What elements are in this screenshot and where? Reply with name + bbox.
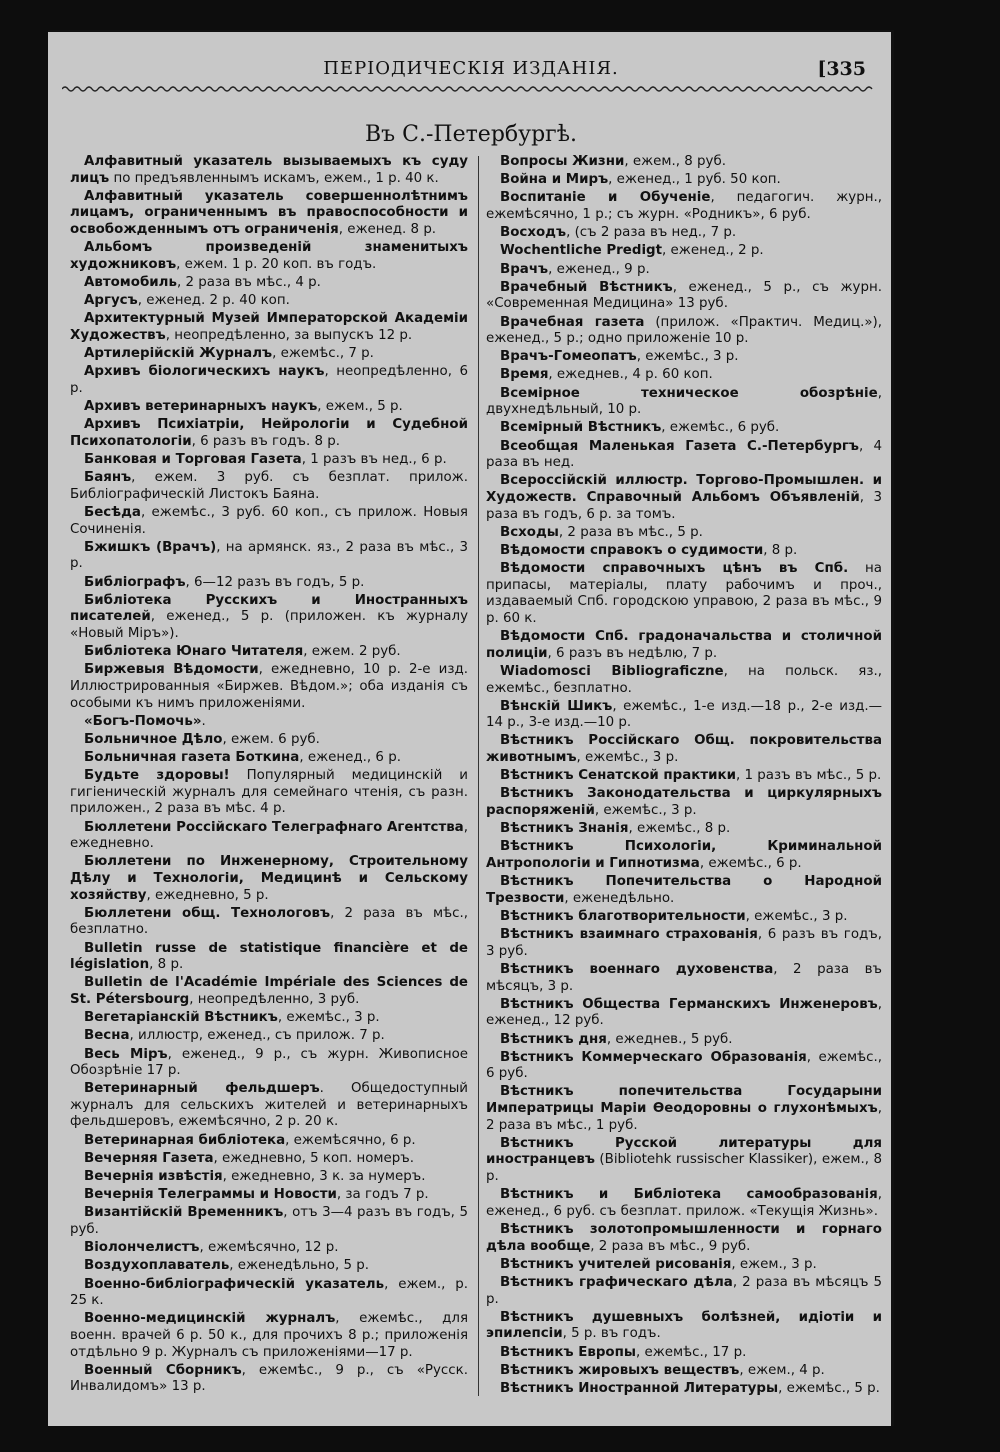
publication-details: , еженед., 6 руб. съ безплат. прилож. «Текущія Жизнь».: [486, 1187, 882, 1219]
publication-title: Византійскій Временникъ: [84, 1205, 284, 1221]
publication-entry: [486, 1381, 882, 1398]
publication-details: , ежем., 3 р.: [731, 1256, 817, 1272]
publication-title: Вѣстникъ Россійскаго Общ. покровительства животнымъ: [486, 733, 882, 766]
publication-details: , ежем. 6 руб.: [222, 731, 320, 747]
publication-entry: [486, 439, 882, 472]
publication-title: Вѣдомости справокъ о судимости: [500, 542, 764, 558]
publication-title: Вѣстникъ Сенатской практики: [500, 768, 737, 784]
left-column: [70, 154, 468, 1398]
publication-title: Вѣстникъ Русской литературы для иностранцевъ: [486, 1135, 882, 1168]
publication-entry: [70, 854, 468, 904]
publication-title: Архивъ біологическихъ наукъ: [84, 364, 325, 380]
publication-details: , 2 раза въ мѣс., 5 р.: [558, 524, 703, 540]
publication-entry: [486, 1032, 882, 1049]
publication-entry: [486, 1345, 882, 1362]
publication-details: , (съ 2 раза въ нед., 7 р.: [566, 225, 737, 241]
publication-details: , ежедневно, 3 к. за нумеръ.: [222, 1169, 426, 1185]
publication-entry: [70, 505, 468, 538]
publication-title: Артилерійскій Журналъ: [84, 346, 273, 362]
publication-title: Время: [500, 367, 549, 383]
publication-entry: [486, 225, 882, 242]
publication-entry: [70, 346, 468, 363]
publication-title: Вѣстникъ Иностранной Литературы: [500, 1380, 779, 1396]
publication-entry: [70, 293, 468, 310]
publication-details: на припасы, матеріалы, плату рабочимъ и проч., издаваемый Спб. городскою управою, 2 раза въ мѣс., 9 р. 60 к.: [486, 561, 882, 626]
publication-details: , 8 р.: [149, 957, 184, 973]
publication-entry: [486, 543, 882, 560]
publication-details: по предъявленнымъ искамъ, ежем., 1 р. 40 к.: [109, 170, 439, 186]
publication-title: Бюллетени по Инженерному, Строительному Дѣлу и Технологіи, Медицинѣ и Сельскому хозяйству: [70, 854, 468, 903]
publication-entry: [486, 154, 882, 171]
publication-entry: [70, 540, 468, 573]
publication-entry: [486, 909, 882, 926]
publication-title: Биржевыя Вѣдомости: [84, 662, 259, 678]
publication-entry: [70, 240, 468, 273]
publication-title: Будьте здоровы!: [84, 768, 230, 784]
publication-title: Военно-библіографическій указатель: [84, 1276, 385, 1292]
publication-title: Бюллетени общ. Технологовъ: [84, 905, 331, 921]
publication-title: «Богъ-Помочь»: [84, 713, 202, 729]
publication-title: Врачъ-Гомеопатъ: [500, 349, 637, 365]
publication-details: , еженед., 9 р., съ журн. Живописное Обозрѣніе 17 р.: [70, 1046, 469, 1079]
publication-title: Вѣстникъ золотопромышленности и горнаго дѣла вообще: [486, 1222, 882, 1254]
publication-title: Вѣстникъ Знанія: [500, 821, 629, 837]
publication-entry: [70, 575, 468, 592]
publication-title: Вегетаріанскій Вѣстникъ: [84, 1010, 278, 1026]
publication-entry: [70, 1258, 468, 1275]
publication-entry: [70, 452, 468, 469]
publication-details: , 1 разъ въ мѣс., 5 р.: [736, 768, 882, 784]
publication-title: Весь Міръ: [84, 1046, 168, 1062]
publication-entry: [486, 1363, 882, 1380]
publication-details: , ежем. 1 р. 20 коп. въ годъ.: [176, 256, 377, 272]
publication-entry: [486, 349, 882, 366]
publication-entry: [70, 750, 468, 767]
publication-details: .: [201, 713, 206, 729]
publication-title: Баянъ: [84, 470, 132, 486]
publication-entry: [70, 1028, 468, 1045]
publication-details: , 2 раза въ мѣс., 1 руб.: [486, 1101, 882, 1133]
publication-entry: [486, 768, 882, 785]
publication-title: Больничное Дѣло: [84, 731, 223, 747]
publication-details: (Bibliotehk russischer Klassiker), ежем., 8 р.: [486, 1152, 882, 1185]
publication-title: Врачъ: [500, 261, 549, 277]
publication-entry: [70, 732, 468, 749]
publication-entry: [70, 593, 468, 643]
publication-details: , ежемѣсячно, 6 р.: [285, 1132, 416, 1148]
publication-title: Больничная газета Боткина: [84, 750, 300, 766]
publication-title: Вечернія извѣстія: [84, 1169, 223, 1185]
publication-entry: [70, 1187, 468, 1204]
publication-title: Архивъ ветеринарныхъ наукъ: [84, 399, 318, 415]
publication-entry: [486, 367, 882, 384]
publication-entry: [70, 1133, 468, 1150]
publication-details: , 6 разъ въ недѣлю, 7 р.: [547, 645, 718, 661]
publication-details: , ежем., 4 р.: [739, 1362, 825, 1378]
publication-details: , 3 раза въ годъ, 6 р. за томъ.: [486, 490, 882, 522]
publication-title: Вѣстникъ Психологіи, Криминальной Антропологіи и Гипнотизма: [486, 839, 882, 871]
publication-entry: [486, 839, 882, 872]
right-border: [891, 30, 894, 1426]
publication-details: , ежедневно, 10 р. 2-е изд. Иллюстрированныя «Биржев. Вѣдом.»; оба изданія съ особыми къ нимъ приложеніями.: [70, 662, 468, 711]
publication-entry: [70, 311, 468, 344]
publication-details: , еженед., 5 р. (приложен. къ журналу «Новый Міръ»).: [70, 609, 468, 641]
publication-entry: [486, 821, 882, 838]
publication-title: Весна: [84, 1028, 130, 1044]
publication-title: Военно-медицинскій журналъ: [84, 1311, 336, 1327]
publication-title: Алфавитный указатель вызываемыхъ къ суду лицъ: [70, 154, 468, 186]
publication-entry: [486, 1275, 882, 1308]
publication-title: Ветеринарная библіотека: [84, 1132, 286, 1148]
publication-details: (прилож. «Практич. Медиц.»), еженед., 5 р.; одно приложеніе 10 р.: [486, 314, 882, 347]
publication-entry: [70, 364, 468, 397]
publication-entry: [486, 315, 882, 348]
publication-entry: [70, 1151, 468, 1168]
publication-details: , на армянск. яз., 2 раза въ мѣс., 3 р.: [70, 539, 468, 572]
publication-details: , 1 разъ въ нед., 6 р.: [301, 452, 447, 468]
publication-details: , 6 разъ въ годъ. 8 р.: [191, 433, 341, 449]
publication-title: Воздухоплаватель: [84, 1258, 230, 1274]
publication-title: Бжишкъ (Врачъ): [84, 539, 217, 555]
publication-details: . Общедоступный журналъ для сельскихъ жителей и ветеринарныхъ фельдшеровъ, ежемѣсячно, 2 р. 20 к.: [70, 1081, 468, 1130]
publication-details: , еженед., 2 р.: [662, 243, 764, 259]
publication-title: Вѣстникъ взаимнаго страхованія: [500, 927, 758, 943]
publication-entry: [486, 1187, 882, 1220]
publication-title: Алфавитный указатель совершеннолѣтнимъ лицамъ, ограниченнымъ въ правоспособности и освобожденнымъ отъ ограниченія: [70, 188, 468, 237]
publication-details: , ежемѣс., 3 р.: [745, 908, 848, 924]
publication-entry: [70, 906, 468, 939]
publication-entry: [70, 1363, 468, 1396]
publication-title: Бюллетени Россійскаго Телеграфнаго Агентства: [84, 819, 464, 835]
section-heading: Въ С.-Петербургѣ.: [365, 122, 577, 147]
publication-details: , ежедневно, 5 коп. номеръ.: [213, 1150, 414, 1166]
publication-title: Віолончелистъ: [84, 1240, 200, 1256]
publication-details: , еженедѣльно, 5 р.: [229, 1258, 370, 1274]
publication-details: , ежемѣс., 17 р.: [635, 1344, 747, 1360]
publication-details: , 5 р. въ годъ.: [562, 1326, 661, 1342]
publication-details: , двухнедѣльный, 10 р.: [486, 385, 882, 418]
publication-entry: [486, 1257, 882, 1274]
publication-details: , 4 раза въ нед.: [486, 438, 882, 471]
publication-details: , ежемѣс., 6 руб.: [661, 420, 780, 436]
publication-entry: [70, 399, 468, 416]
publication-details: , отъ 3—4 разъ въ годъ, 5 руб.: [70, 1205, 468, 1237]
publication-title: Вѣстникъ Законодательства и циркулярныхъ распоряженій: [486, 786, 882, 819]
column-divider: [478, 156, 479, 1396]
publication-entry: [70, 644, 468, 661]
publication-title: Всеобщая Маленькая Газета С.-Петербургъ: [500, 438, 859, 454]
publication-entry: [70, 1047, 468, 1080]
publication-entry: [486, 629, 882, 662]
publication-title: Bulletin russe de statistique financière et de législation: [70, 940, 468, 973]
publication-title: Военный Сборникъ: [84, 1362, 242, 1378]
publication-title: Вѣстникъ Общества Германскихъ Инженеровъ: [500, 996, 878, 1012]
publication-entry: [486, 243, 882, 260]
publication-details: , неопредѣленно, за выпускъ 12 р.: [165, 327, 413, 343]
publication-entry: [486, 190, 882, 223]
publication-title: Врачебная газета: [500, 314, 645, 330]
top-border: [48, 30, 894, 32]
publication-entry: [486, 874, 882, 907]
publication-details: , ежемѣс., 6 руб.: [486, 1049, 883, 1082]
publication-details: , ежемѣс., 1-е изд.—18 р., 2-е изд.—14 р., 3-е изд.—10 р.: [486, 698, 882, 731]
publication-title: Библіографъ: [84, 574, 186, 590]
publication-details: , ежем. 2 руб.: [303, 644, 401, 660]
publication-details: , ежемѣс., 3 р.: [636, 349, 739, 365]
publication-entry: [70, 1010, 468, 1027]
publication-title: Вѣстникъ графическаго дѣла: [500, 1274, 733, 1290]
publication-title: Вѣстникъ и Библіотека самообразованія: [500, 1187, 878, 1203]
publication-entry: [486, 262, 882, 279]
publication-title: Вѣстникъ учителей рисованія: [500, 1256, 732, 1272]
publication-entry: [70, 941, 468, 974]
publication-title: Всемірный Вѣстникъ: [500, 420, 662, 436]
publication-entry: [486, 664, 882, 697]
publication-entry: [486, 962, 882, 995]
publication-entry: [70, 1277, 468, 1310]
publication-title: Архивъ Психіатріи, Нейрологіи и Судебной Психопатологіи: [70, 417, 468, 449]
publication-entry: [70, 662, 468, 712]
publication-title: Вѣдомости справочныхъ цѣнъ въ Спб.: [500, 561, 849, 577]
publication-details: , ежем., р. 25 к.: [70, 1276, 468, 1309]
publication-title: Ветеринарный фельдшеръ: [84, 1081, 320, 1097]
publication-details: , ежедневно.: [70, 819, 468, 852]
publication-title: Война и Миръ: [500, 172, 609, 188]
page-number: [335: [817, 58, 866, 80]
publication-entry: [486, 280, 882, 313]
publication-title: Вѣстникъ военнаго духовенства: [500, 961, 774, 977]
publication-details: , еженедѣльно.: [564, 890, 675, 906]
publication-details: , ежемѣс., 9 р., съ «Русск. Инвалидомъ» 13 р.: [70, 1362, 468, 1395]
publication-details: , 2 раза въ мѣс., безплатно.: [70, 905, 468, 938]
publication-details: , педагогич. журн., ежемѣсячно, 1 р.; съ журн. «Родникъ», 6 руб.: [486, 190, 882, 222]
publication-details: , еженед., 6 р.: [299, 750, 401, 766]
publication-details: , ежеднев., 4 р. 60 коп.: [548, 367, 713, 383]
publication-details: , ежемѣс., 3 р.: [576, 750, 679, 766]
publication-entry: [486, 786, 882, 819]
publication-details: , за годъ 7 р.: [336, 1187, 429, 1203]
publication-entry: [70, 275, 468, 292]
publication-details: , 2 раза въ мѣсяцъ, 3 р.: [486, 961, 882, 994]
publication-entry: [486, 561, 882, 627]
publication-entry: [70, 768, 468, 818]
publication-title: Всероссійскій иллюстр. Торгово-Промышлен. и Художеств. Справочный Альбомъ Объявленій: [486, 473, 882, 505]
publication-title: Архитектурный Музей Императорской Академіи Художествъ: [70, 311, 468, 343]
publication-entry: [70, 154, 468, 187]
publication-entry: [70, 417, 468, 450]
publication-details: , ежемѣс., 3 руб. 60 коп., съ прилож. Новыя Сочиненія.: [70, 505, 468, 537]
publication-entry: [70, 714, 468, 731]
publication-details: , ежемѣс., 3 р.: [277, 1010, 380, 1026]
publication-entry: [70, 820, 468, 853]
publication-title: Вѣстникъ жировыхъ веществъ: [500, 1362, 740, 1378]
publication-title: Вечернія Телеграммы и Новости: [84, 1187, 337, 1203]
wavy-rule-divider: [62, 84, 876, 94]
publication-title: Вѣстникъ дня: [500, 1031, 607, 1047]
publication-entry: [486, 473, 882, 523]
publication-title: Вѣстникъ благотворительности: [500, 908, 746, 924]
publication-entry: [486, 699, 882, 732]
publication-title: Библіотека Юнаго Читателя: [84, 644, 304, 660]
publication-title: Бесѣда: [84, 505, 141, 520]
publication-details: , 6—12 разъ въ годъ, 5 р.: [185, 574, 365, 590]
publication-details: , 2 раза въ мѣс., 9 руб.: [590, 1238, 751, 1254]
publication-details: , еженед. 2 р. 40 коп.: [137, 293, 290, 309]
publication-details: , ежем., 8 руб.: [624, 154, 726, 169]
publication-details: , ежемѣс., 6 р.: [699, 856, 802, 871]
publication-entry: [70, 975, 468, 1008]
publication-title: Вѣстникъ душевныхъ болѣзней, идіотіи и эпилепсіи: [486, 1309, 882, 1342]
publication-entry: [486, 997, 882, 1030]
publication-details: , ежем., 5 р.: [317, 399, 403, 415]
publication-details: , еженед., 12 руб.: [486, 996, 882, 1029]
publication-entry: [70, 1169, 468, 1186]
publication-title: Вѣнскій Шикъ: [500, 698, 613, 714]
publication-title: Вѣстникъ Европы: [500, 1344, 636, 1360]
publication-title: Вѣстникъ попечительства Государыни Императрицы Маріи Ѳеодоровны о глухонѣмыхъ: [486, 1084, 882, 1117]
publication-details: , 2 раза въ мѣсяцъ 5 р.: [486, 1274, 882, 1307]
publication-entry: [486, 172, 882, 189]
publication-title: Wiadomosci Bibliograficzne: [500, 663, 724, 679]
publication-details: , неопредѣленно, 6 р.: [70, 364, 469, 396]
publication-entry: [486, 1050, 882, 1083]
publication-title: Восходъ: [500, 225, 567, 241]
publication-entry: [70, 1205, 468, 1238]
publication-details: , еженед. 8 р.: [338, 221, 437, 237]
publication-title: Всходы: [500, 524, 559, 540]
right-column: [486, 154, 882, 1399]
publication-details: Популярный медицинскій и гигіеническій журналъ для семейнаго чтенія, съ разн. приложен., 2 раза въ мѣс. 4 р.: [70, 768, 468, 817]
publication-entry: [70, 1311, 468, 1361]
publication-title: Автомобиль: [84, 274, 177, 290]
publication-details: , 6 разъ въ годъ, 3 руб.: [486, 927, 882, 959]
publication-details: , ежемѣс., 7 р.: [272, 346, 374, 362]
publication-entry: [70, 1081, 468, 1131]
publication-details: , ежемѣсячно, 12 р.: [199, 1240, 339, 1256]
publication-entry: [486, 525, 882, 542]
publication-entry: [486, 733, 882, 766]
publication-details: , ежем. 3 руб. съ безплат. прилож. Библіографическій Листокъ Баяна.: [70, 470, 468, 502]
publication-details: , неопредѣленно, 3 руб.: [189, 991, 360, 1007]
publication-details: , ежемѣс., для военн. врачей 6 р. 50 к., для прочихъ 8 р.; приложенія отдѣльно 9 р. Журналъ съ приложеніями—17 р.: [70, 1311, 468, 1360]
publication-details: , еженед., 5 р., съ журн. «Современная Медицина» 13 руб.: [486, 279, 882, 312]
publication-title: Альбомъ произведеній знаменитыхъ художниковъ: [70, 240, 468, 272]
publication-details: , 2 раза въ мѣс., 4 р.: [176, 274, 321, 290]
publication-details: , ежемѣс., 8 р.: [628, 821, 731, 837]
publication-entry: [486, 1310, 882, 1343]
document-page: [48, 30, 894, 1426]
publication-entry: [70, 470, 468, 503]
publication-entry: [486, 420, 882, 437]
publication-title: Bulletin de l'Académie Impériale des Sciences de St. Pétersbourg: [70, 975, 468, 1007]
publication-entry: [70, 1240, 468, 1257]
publication-title: Врачебный Вѣстникъ: [500, 279, 673, 295]
publication-details: , еженед., 1 руб. 50 коп.: [608, 172, 781, 188]
publication-title: Аргусъ: [84, 293, 138, 309]
publication-entry: [486, 1136, 882, 1186]
publication-details: , ежедневно, 5 р.: [146, 887, 269, 903]
publication-entry: [486, 1084, 882, 1134]
publication-title: Банковая и Торговая Газета: [84, 452, 302, 468]
running-title: ПЕРІОДИЧЕСКІЯ ИЗДАНІЯ.: [323, 58, 619, 79]
publication-title: Вѣдомости Спб. градоначальства и столичной полиціи: [486, 629, 882, 661]
publication-details: , ежемѣс., 3 р.: [594, 803, 697, 819]
publication-details: , на польск. яз., ежемѣс., безплатно.: [486, 663, 882, 696]
publication-details: , ежемѣс., 5 р.: [778, 1380, 880, 1396]
publication-details: , иллюстр, еженед., съ прилож. 7 р.: [129, 1028, 385, 1044]
publication-title: Воспитаніе и Обученіе: [500, 190, 711, 206]
publication-title: Библіотека Русскихъ и Иностранныхъ писателей: [70, 592, 468, 625]
publication-details: , ежеднев., 5 руб.: [606, 1031, 733, 1047]
publication-entry: [486, 927, 882, 960]
publication-entry: [70, 189, 468, 239]
publication-details: , 8 р.: [763, 542, 798, 558]
publication-title: Вѣстникъ Попечительства о Народной Трезвости: [486, 874, 882, 906]
publication-details: , еженед., 9 р.: [548, 261, 650, 277]
publication-title: Всемірное техническое обозрѣніе: [500, 385, 878, 401]
publication-title: Вѣстникъ Коммерческаго Образованія: [500, 1049, 807, 1065]
publication-entry: [486, 1222, 882, 1255]
publication-title: Вопросы Жизни: [500, 154, 625, 169]
publication-title: Вечерняя Газета: [84, 1150, 214, 1166]
publication-entry: [486, 386, 882, 419]
publication-title: Wochentliche Predigt: [500, 243, 663, 259]
